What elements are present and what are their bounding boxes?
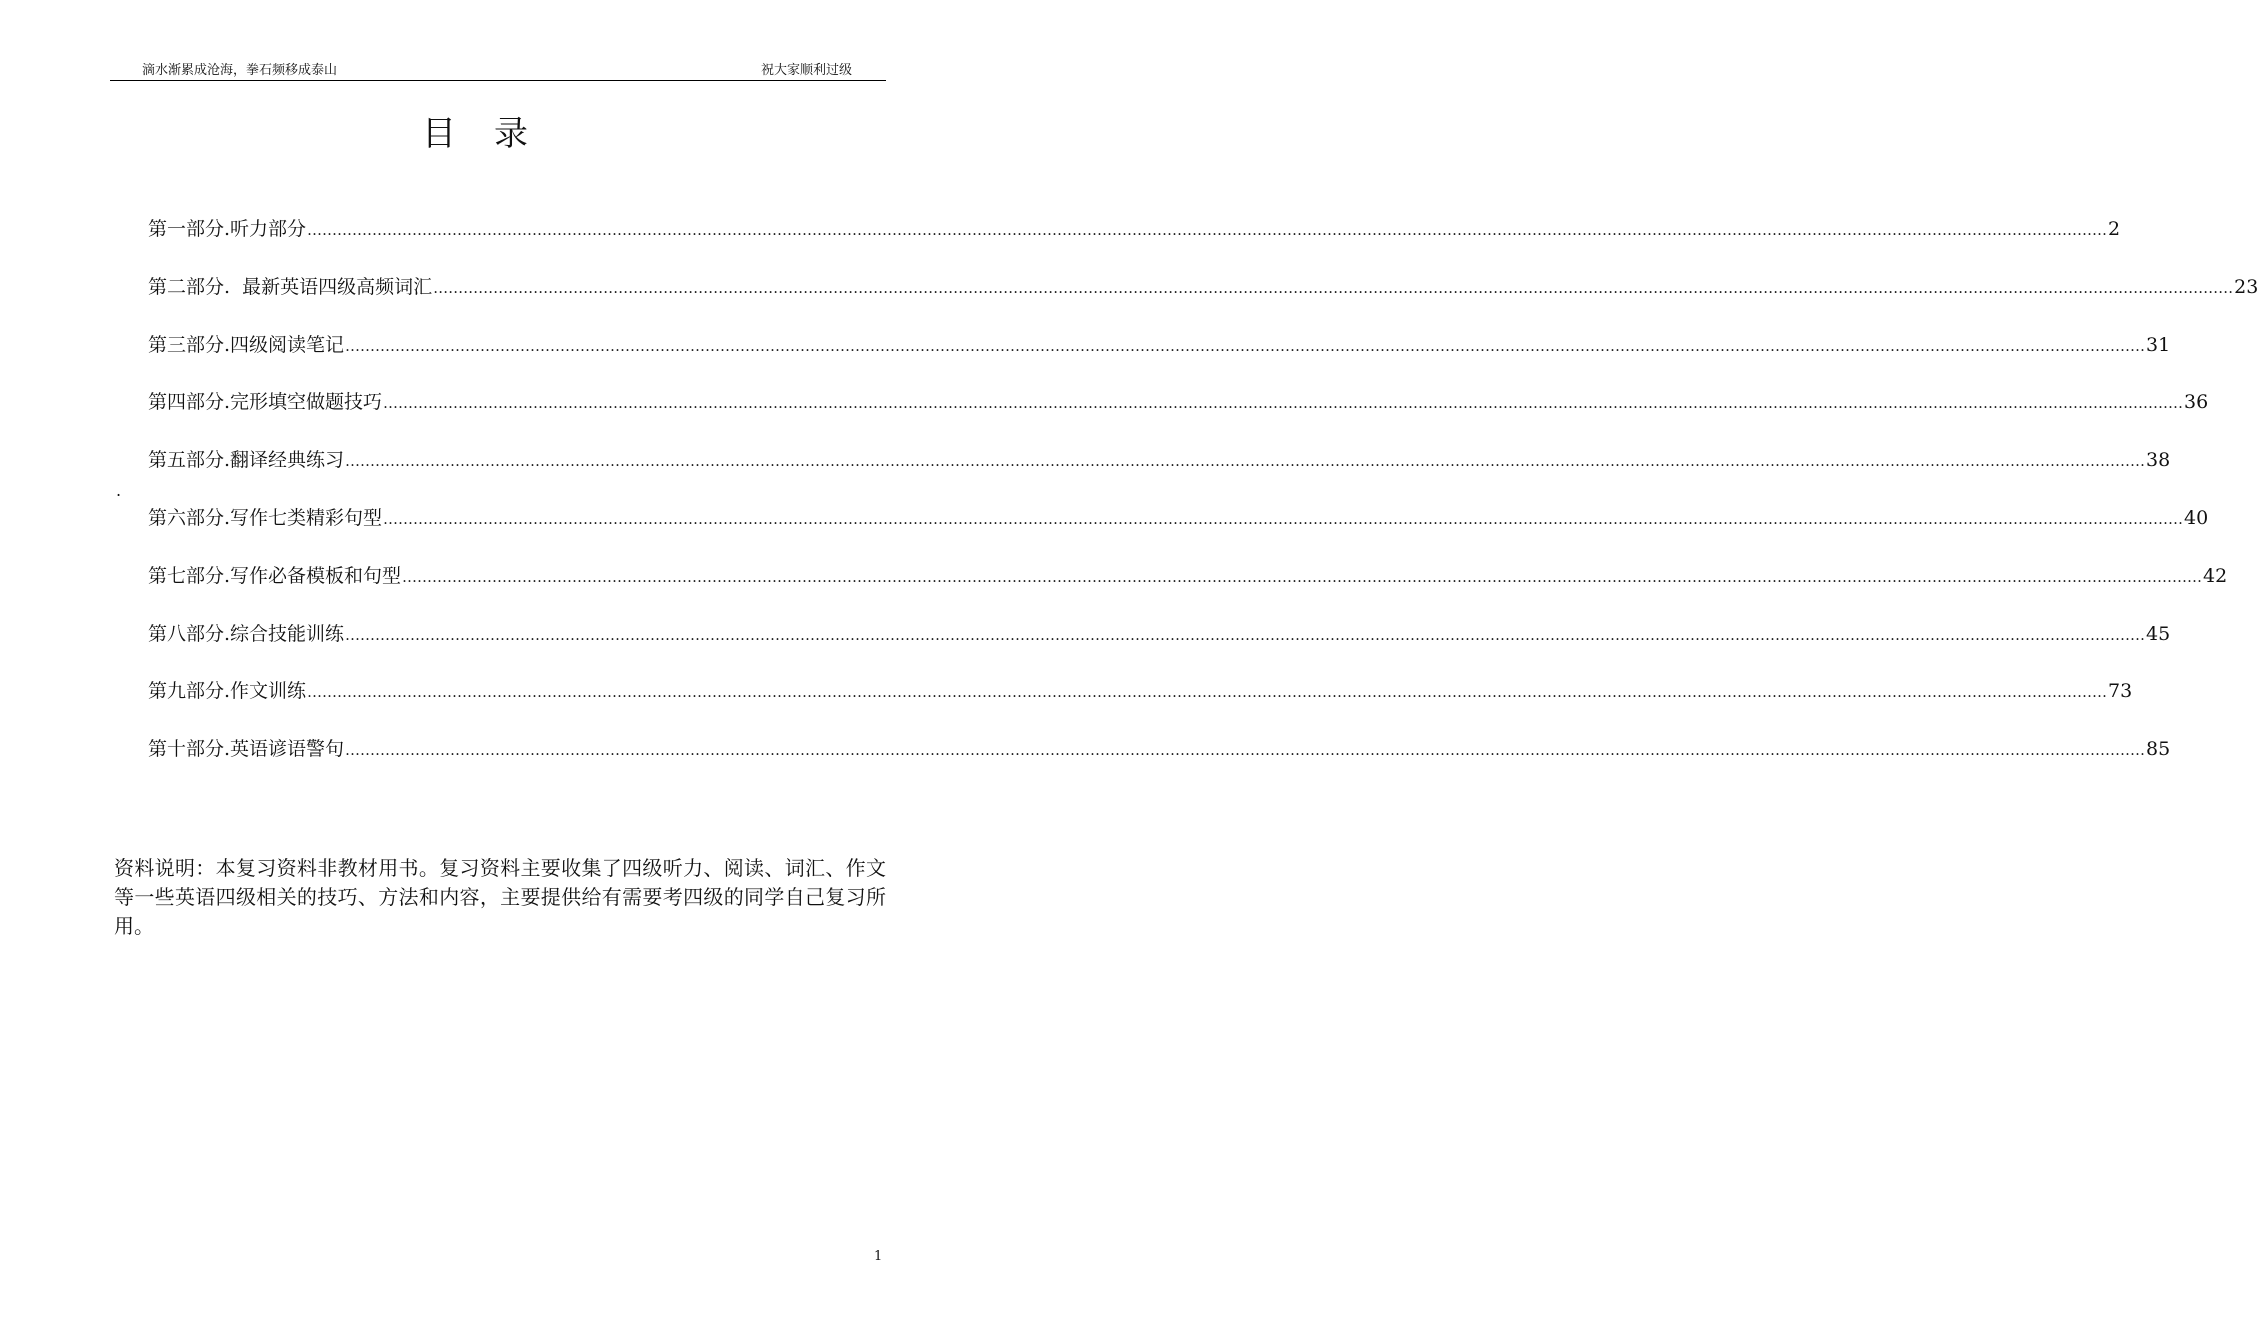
- toc-entry-6[interactable]: [148, 501, 2209, 559]
- toc-entry-9[interactable]: [148, 674, 2133, 732]
- toc-dot-leader: ………………………………………………………………………………………………………………………………………………………………………………………………………………………………………………………………………………………………………………………………: [345, 741, 2146, 760]
- toc-dot-leader: ………………………………………………………………………………………………………………………………………………………………………………………………………………………………………………………………………………………………………………………………: [345, 625, 2146, 644]
- toc-entry-page: 31: [2146, 333, 2171, 356]
- toc-dot-leader: ………………………………………………………………………………………………………………………………………………………………………………………………………………………………………………………………………………………………………………………………: [402, 567, 2203, 586]
- toc-entry-label: 第一部分.听力部分: [148, 218, 307, 240]
- toc-entry-page: 73: [2108, 680, 2133, 703]
- toc-entry-page: 23: [2234, 275, 2258, 298]
- toc-entry-label: 第七部分.写作必备模板和句型: [148, 564, 402, 587]
- toc-entry-page: 40: [2184, 506, 2209, 529]
- toc-dot-leader: ………………………………………………………………………………………………………………………………………………………………………………………………………………………………………………………………………………………………………………………………: [383, 394, 2184, 413]
- toc-dot-leader: ………………………………………………………………………………………………………………………………………………………………………………………………………………………………………………………………………………………………………………………………: [307, 683, 2108, 702]
- material-note: 资料说明：本复习资料非教材用书。复习资料主要收集了四级听力、阅读、词汇、作文等一些英语四级相关的技巧、方法和内容，主要提供给有需要考四级的同学自己复习所用。: [114, 856, 886, 938]
- toc-entry-label: 第六部分.写作七类精彩句型: [148, 506, 383, 529]
- page-header: [110, 62, 886, 81]
- toc-entry-label: 第二部分. 最新英语四级高频词汇: [148, 275, 433, 298]
- page-title: 目录: [422, 114, 566, 154]
- toc-dot-leader: ………………………………………………………………………………………………………………………………………………………………………………………………………………………………………………………………………………………………………………………………: [433, 278, 2234, 297]
- toc-entry-page: 45: [2146, 622, 2171, 645]
- toc-entry-7[interactable]: [148, 559, 2228, 617]
- toc-entry-page: 38: [2146, 449, 2171, 472]
- page-number: 1: [874, 1249, 883, 1264]
- toc-entry-5[interactable]: [148, 443, 2171, 501]
- toc-entry-label: 第十部分.英语谚语警句: [148, 738, 345, 761]
- toc-entry-label: 第八部分.综合技能训练: [148, 622, 345, 645]
- toc-dot-leader: ………………………………………………………………………………………………………………………………………………………………………………………………………………………………………………………………………………………………………………………………: [307, 221, 2108, 239]
- toc-entry-page: 42: [2203, 564, 2228, 587]
- table-of-contents: [148, 212, 2258, 790]
- stray-mark: .: [116, 481, 122, 500]
- toc-entry-page: 36: [2184, 391, 2209, 414]
- toc-dot-leader: ………………………………………………………………………………………………………………………………………………………………………………………………………………………………………………………………………………………………………………………………: [383, 509, 2184, 528]
- toc-entry-8[interactable]: [148, 617, 2171, 675]
- toc-entry-label: 第三部分.四级阅读笔记: [148, 333, 345, 356]
- toc-entry-10[interactable]: [148, 732, 2171, 790]
- toc-entry-label: 第九部分.作文训练: [148, 680, 307, 703]
- header-motto: 滴水渐累成沧海，拳石频移成泰山: [142, 63, 338, 78]
- toc-entry-label: 第五部分.翻译经典练习: [148, 449, 345, 472]
- toc-entry-4[interactable]: [148, 385, 2209, 443]
- toc-entry-page: 85: [2146, 738, 2171, 761]
- toc-entry-page: 2: [2108, 218, 2121, 240]
- toc-entry-3[interactable]: [148, 328, 2171, 386]
- toc-dot-leader: ………………………………………………………………………………………………………………………………………………………………………………………………………………………………………………………………………………………………………………………………: [345, 336, 2146, 355]
- toc-entry-label: 第四部分.完形填空做题技巧: [148, 391, 383, 414]
- header-wish: 祝大家顺利过级: [760, 63, 852, 78]
- toc-entry-2[interactable]: [148, 270, 2258, 328]
- toc-dot-leader: ………………………………………………………………………………………………………………………………………………………………………………………………………………………………………………………………………………………………………………………………: [345, 452, 2146, 471]
- toc-entry-1[interactable]: [148, 212, 2121, 270]
